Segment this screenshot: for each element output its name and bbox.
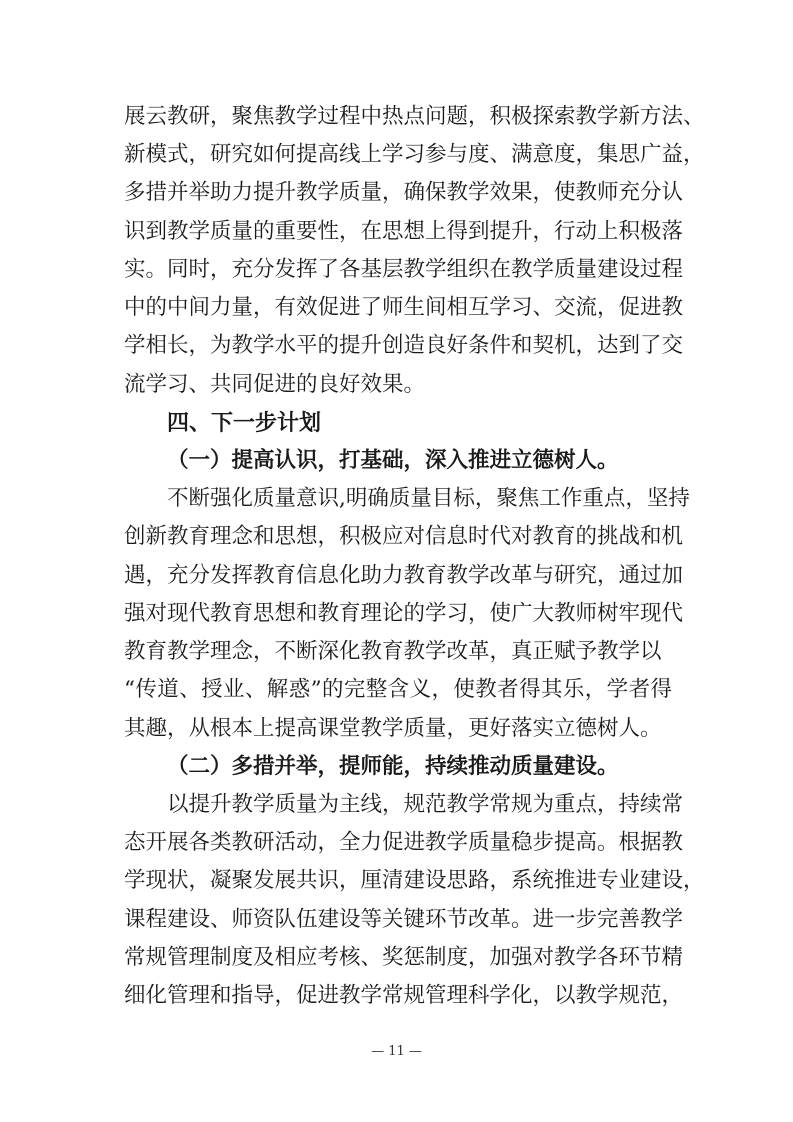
body-text-line: 多措并举助力提升教学质量，确保教学效果，使教师充分认 <box>124 180 684 206</box>
body-text-line: 创新教育理念和思想，积极应对信息时代对教育的挑战和机 <box>124 524 684 550</box>
body-text-line: 展云教研，聚焦教学过程中热点问题，积极探索教学新方法、 <box>124 104 705 129</box>
body-text-line: 教育教学理念，不断深化教育教学改革，真正赋予教学以 <box>124 639 662 664</box>
body-text-line: 课程建设、师资队伍建设等关键环节改革。进一步完善教学 <box>124 906 684 932</box>
body-text-line: “传道、授业、解惑”的完整含义，使教者得其乐，学者得 <box>124 677 672 703</box>
body-text-line: 流学习、共同促进的良好效果。 <box>124 371 426 397</box>
body-text-line: 学相长，为教学水平的提升创造良好条件和契机，达到了交 <box>124 333 684 359</box>
body-text-line: 中的中间力量，有效促进了师生间相互学习、交流，促进教 <box>124 295 684 321</box>
body-text-line: 新模式，研究如何提高线上学习参与度、满意度，集思广益， <box>124 142 705 168</box>
body-text-line: 常规管理制度及相应考核、奖惩制度，加强对教学各环节精 <box>124 944 684 970</box>
subsection-heading-1: （一）提高认识，打基础，深入推进立德树人。 <box>167 448 619 473</box>
body-text-line: 学现状，凝聚发展共识，厘清建设思路，系统推进专业建设， <box>124 868 705 894</box>
body-text-line: 遇，充分发挥教育信息化助力教育教学改革与研究，通过加 <box>124 562 684 588</box>
body-text-line: 细化管理和指导，促进教学常规管理科学化，以教学规范， <box>124 983 684 1008</box>
section-heading: 四、下一步计划 <box>167 409 322 436</box>
body-text-line: 识到教学质量的重要性，在思想上得到提升，行动上积极落 <box>124 218 684 244</box>
body-text-line: 强对现代教育思想和教育理论的学习，使广大教师树牢现代 <box>124 600 684 626</box>
body-text-line: 态开展各类教研活动，全力促进教学质量稳步提高。根据教 <box>124 830 684 856</box>
page-number: — 11 — <box>371 1044 422 1059</box>
body-text-line: 实。同时，充分发挥了各基层教学组织在教学质量建设过程 <box>124 256 684 282</box>
body-text-line: 其趣，从根本上提高课堂教学质量，更好落实立德树人。 <box>124 715 662 741</box>
body-text-line: 以提升教学质量为主线，规范教学常规为重点，持续常 <box>167 791 684 817</box>
subsection-heading-2: （二）多措并举，提师能，持续推动质量建设。 <box>167 753 619 779</box>
body-text-line: 不断强化质量意识,明确质量目标，聚焦工作重点，坚持 <box>167 486 690 512</box>
